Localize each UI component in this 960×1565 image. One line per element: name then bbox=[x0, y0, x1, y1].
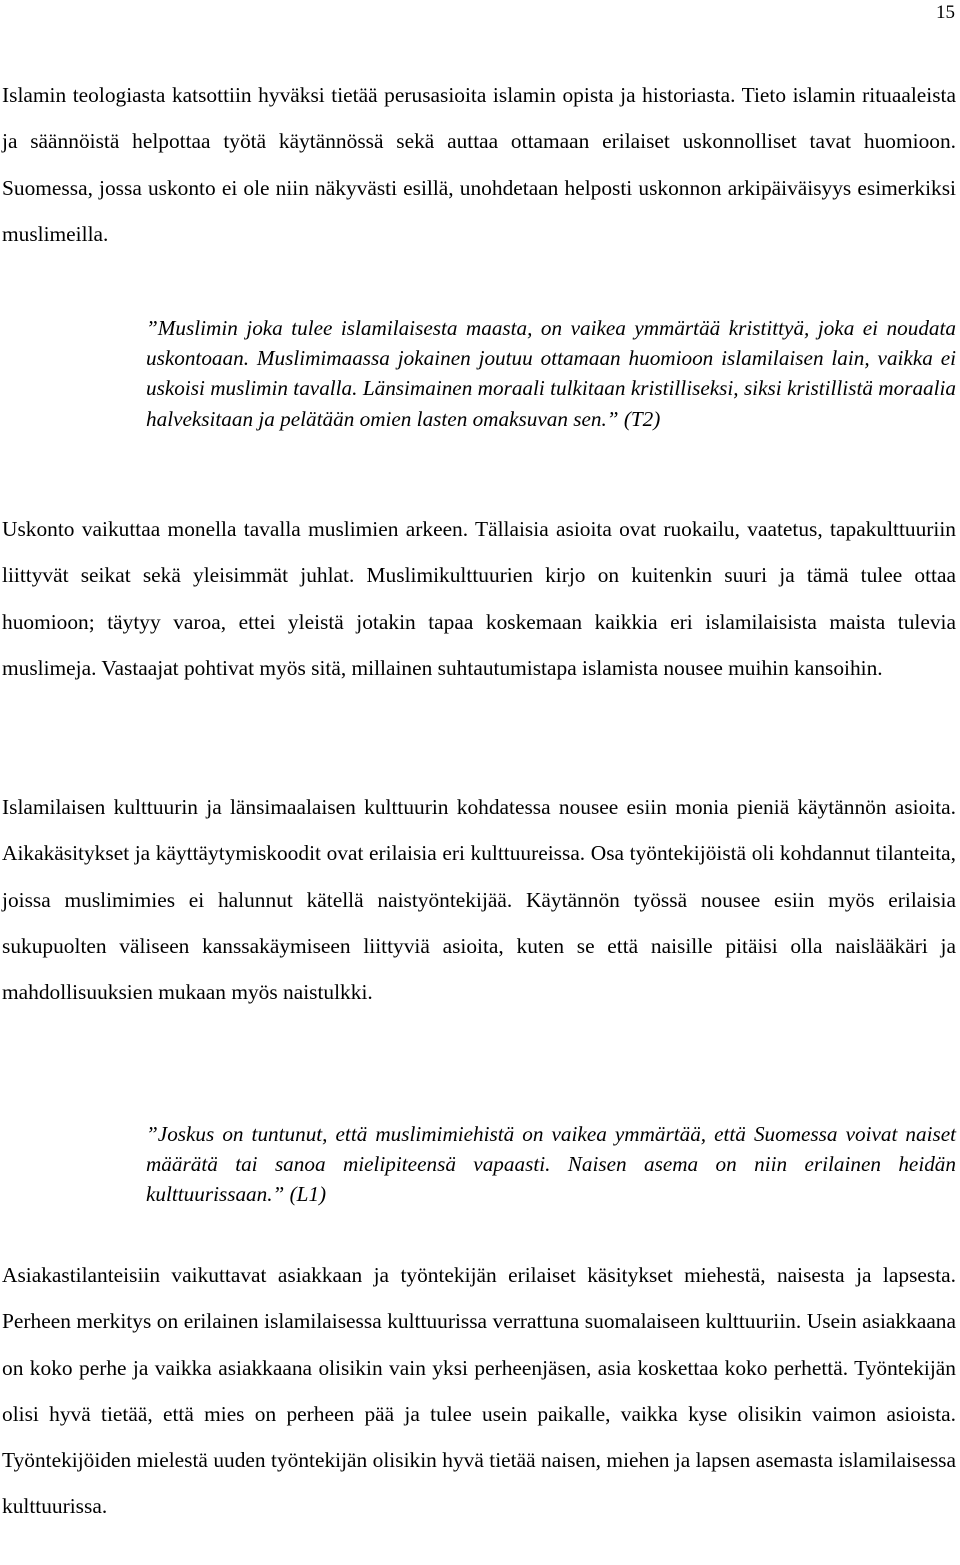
paragraph-1: Islamin teologiasta katsottiin hyväksi tietää perusasioita islamin opista ja historiasta. Tieto islamin rituaaleista ja säännöistä helpottaa työtä käytännössä sekä auttaa ottamaan erilaiset uskonnolliset tavat huomioon. Suomessa, jossa uskonto ei ole niin näkyvästi esillä, unohdetaan helposti uskonnon arkipäiväisyys esimerkiksi muslimeilla. bbox=[2, 83, 956, 246]
paragraph-2: Uskonto vaikuttaa monella tavalla muslimien arkeen. Tällaisia asioita ovat ruokailu, vaatetus, tapakulttuuriin liittyvät seikat sekä yleisimmät juhlat. Muslimikulttuurien kirjo on kuitenkin suuri ja tämä tulee ottaa huomioon; täytyy varoa, ettei yleistä jotakin tapaa koskemaan kaikkia eri islamilaisista maista tulevia muslimeja. Vastaajat pohtivat myös sitä, millainen suhtautumistapa islamista nousee muihin kansoihin. bbox=[2, 517, 956, 680]
paragraph-3: Islamilaisen kulttuurin ja länsimaalaisen kulttuurin kohdatessa nousee esiin monia pieniä käytännön asioita. Aikakäsitykset ja käyttäytymiskoodit ovat erilaisia eri kulttuureissa. Osa työntekijöistä oli kohdannut tilanteita, joissa muslimimies ei halunnut kätellä naistyöntekijää. Käytännön työssä nousee esiin myös erilaisia sukupuolten väliseen kanssakäymiseen liittyviä asioita, kuten se että naisille pitäisi olla naislääkäri ja mahdollisuuksien mukaan myös naistulkki. bbox=[2, 795, 956, 1005]
paragraph-4: Asiakastilanteisiin vaikuttavat asiakkaan ja työntekijän erilaiset käsitykset miehestä, naisesta ja lapsesta. Perheen merkitys on erilainen islamilaisessa kulttuurissa verrattuna suomalaiseen kulttuuriin. Usein asiakkaana on koko perhe ja vaikka asiakkaana olisikin vain yksi perheenjäsen, asia koskettaa koko perhettä. Työntekijän olisi hyvä tietää, että mies on perheen pää ja tulee usein paikalle, vaikka kyse olisikin vaimon asioista. Työntekijöiden mielestä uuden työntekijän olisikin hyvä tietää naisen, miehen ja lapsen asemasta islamilaisessa kulttuurissa. bbox=[2, 1263, 956, 1519]
quote-t2: ”Muslimin joka tulee islamilaisesta maasta, on vaikea ymmärtää kristittyä, joka ei noudata uskontoaan. Muslimimaassa jokainen joutuu ottamaan huomioon islamilaisen lain, vaikka ei uskoisi muslimin tavalla. Länsimainen moraali tulkitaan kristilliseksi, siksi kristillistä moraalia halveksitaan ja pelätään omien lasten omaksuvan sen.” (T2) bbox=[146, 316, 956, 431]
quote-l1: ”Joskus on tuntunut, että muslimimiehistä on vaikea ymmärtää, että Suomessa voivat naiset määrätä tai sanoa mielipiteensä vapaasti. Naisen asema on niin erilainen heidän kulttuurissaan.” (L1) bbox=[146, 1122, 956, 1207]
page-number: 15 bbox=[936, 2, 955, 23]
